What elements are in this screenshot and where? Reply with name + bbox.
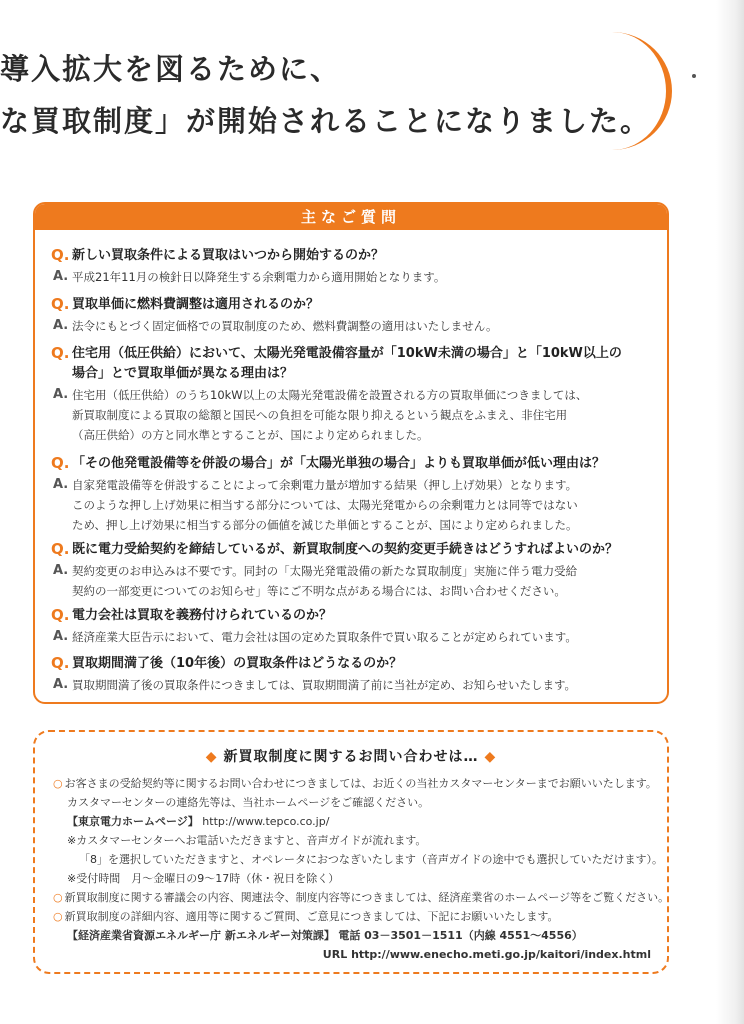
q-mark: Q. — [51, 295, 70, 313]
faq-item-5 — [51, 540, 655, 601]
contact-item-customer: ○ お客さまの受給契約等に関するお問い合わせにつきましては、お近くの当社カスタマーセンターまでお願いいたします。 カスタマーセンターの連絡先等は、当社ホームページをご確認ください。 【東京電力ホームページ】 http://www.tepco.co.jp/ ※カスタマーセンターへお電話いただきますと、音声ガイドが流れます。 「8」を選択していただきますと、オペレータにおつなぎいたします（音声ガイドの途中でも選択していただけます）。 ※受付時間 月～金曜日の9～17時（休・祝日を除く） — [53, 774, 661, 888]
q-mark: Q. — [51, 454, 70, 472]
page-edge-shadow — [716, 0, 744, 1024]
faq-item-6 — [51, 606, 655, 647]
question-4: Q. 「その他発電設備等を併設の場合」が「太陽光単独の場合」よりも買取単価が低い理由は？ — [51, 454, 606, 472]
decorative-dot — [692, 74, 696, 78]
faq-item-1 — [51, 246, 655, 287]
contact-item-meti-web: ○ 新買取制度に関する審議会の内容、関連法令、制度内容等につきましては、経済産業省のホームページ等をご覧ください。 — [53, 891, 670, 904]
answer-5: A. 契約変更のお申込みは不要です。同封の「太陽光発電設備の新たな買取制度」実施に伴う電力受給 契約の一部変更についてのお知らせ」等にご不明な点がある場合には、お問い合わせください。 — [53, 563, 578, 598]
question-7: Q. 買取期間満了後（10年後）の買取条件はどうなるのか？ — [51, 654, 403, 672]
faq-box — [33, 202, 669, 704]
faq-item-2 — [51, 295, 655, 336]
contact-box — [33, 730, 669, 974]
contact-title: ◆ 新買取制度に関するお問い合わせは… ◆ — [35, 746, 667, 766]
q-mark: Q. — [51, 540, 70, 558]
meti-url-link[interactable]: http://www.enecho.meti.go.jp/kaitori/index.html — [351, 948, 651, 961]
faq-item-4 — [51, 454, 655, 535]
faq-item-3 — [51, 344, 655, 445]
meti-url-label: URL — [322, 948, 348, 961]
diamond-icon: ◆ — [205, 749, 218, 765]
circle-bullet-icon: ○ — [53, 777, 63, 790]
orange-bracket-decoration — [612, 32, 672, 150]
note-hours: ※受付時間 月～金曜日の9～17時（休・祝日を除く） — [67, 872, 340, 885]
circle-bullet-icon: ○ — [53, 891, 63, 904]
answer-7: A. 買取期間満了後の買取条件につきましては、買取期間満了前に当社が定め、お知らせいたします。 — [51, 675, 655, 695]
a-mark: A. — [53, 318, 69, 333]
question-1: Q. 新しい買取条件による買取はいつから開始するのか？ — [51, 246, 385, 264]
a-mark: A. — [53, 477, 69, 492]
tepco-url-link[interactable]: http://www.tepco.co.jp/ — [202, 815, 330, 828]
a-mark: A. — [53, 629, 69, 644]
meti-label: 【経済産業省資源エネルギー庁 新エネルギー対策課】 — [67, 929, 335, 942]
question-3: Q. 住宅用（低圧供給）において、太陽光発電設備容量が「10kW未満の場合」と「10kW以上の 場合」とで買取単価が異なる理由は？ — [51, 344, 622, 381]
note-operator: 「8」を選択していただきますと、オペレータにおつなぎいたします（音声ガイドの途中でも選択していただけます）。 — [79, 853, 664, 866]
question-5: Q. 既に電力受給契約を締結しているが、新買取制度への契約変更手続きはどうすればよいのか？ — [51, 540, 619, 558]
answer-3: A. 住宅用（低圧供給）のうち10kW以上の太陽光発電設備を設置される方の買取単価につきましては、 新買取制度による買取の総額と国民への負担を可能な限り抑えるという観点をふまえ、非住宅用 （高圧供給）の方と同水準とすることが、国により定められました。 — [53, 387, 588, 442]
q-mark: Q. — [51, 654, 70, 672]
a-mark: A. — [53, 387, 69, 402]
answer-2: A. 法令にもとづく固定価格での買取制度のため、燃料費調整の適用はいたしません。 — [51, 316, 655, 336]
tepco-label: 【東京電力ホームページ】 — [67, 815, 199, 828]
faq-item-7 — [51, 654, 655, 695]
q-mark: Q. — [51, 606, 70, 624]
note-voice-guide: ※カスタマーセンターへお電話いただきますと、音声ガイドが流れます。 — [67, 834, 427, 847]
contact-item-inquiries: ○ 新買取制度の詳細内容、適用等に関するご質問、ご意見につきましては、下記にお願いいたします。 【経済産業省資源エネルギー庁 新エネルギー対策課】 電話 03－3501－1511（内線 4551～4556） URL http://www.enecho.meti.go.jp/kaitori/index.html — [53, 910, 651, 961]
answer-1: A. 平成21年11月の検針日以降発生する余剰電力から適用開始となります。 — [51, 267, 655, 287]
faq-title: 主なご質問 — [35, 204, 667, 230]
headline-line-1: 導入拡大を図るために、 — [0, 52, 342, 86]
question-2: Q. 買取単価に燃料費調整は適用されるのか？ — [51, 295, 320, 313]
diamond-icon: ◆ — [484, 749, 497, 765]
a-mark: A. — [53, 563, 69, 578]
a-mark: A. — [53, 677, 69, 692]
q-mark: Q. — [51, 246, 70, 264]
meti-phone: 電話 03－3501－1511（内線 4551～4556） — [338, 929, 583, 942]
q-mark: Q. — [51, 344, 70, 362]
answer-6: A. 経済産業大臣告示において、電力会社は国の定めた買取条件で買い取ることが定められています。 — [51, 627, 655, 647]
circle-bullet-icon: ○ — [53, 910, 63, 923]
headline-line-2: な買取制度」が開始されることになりました。 — [0, 104, 652, 138]
a-mark: A. — [53, 269, 69, 284]
question-6: Q. 電力会社は買取を義務付けられているのか？ — [51, 606, 333, 624]
answer-4: A. 自家発電設備等を併設することによって余剰電力量が増加する結果（押し上げ効果）となります。 このような押し上げ効果に相当する部分については、太陽光発電からの余剰電力とは同等ではない ため、押し上げ効果に相当する部分の価値を減じた単価とすることが、国により定められました。 — [53, 477, 578, 532]
